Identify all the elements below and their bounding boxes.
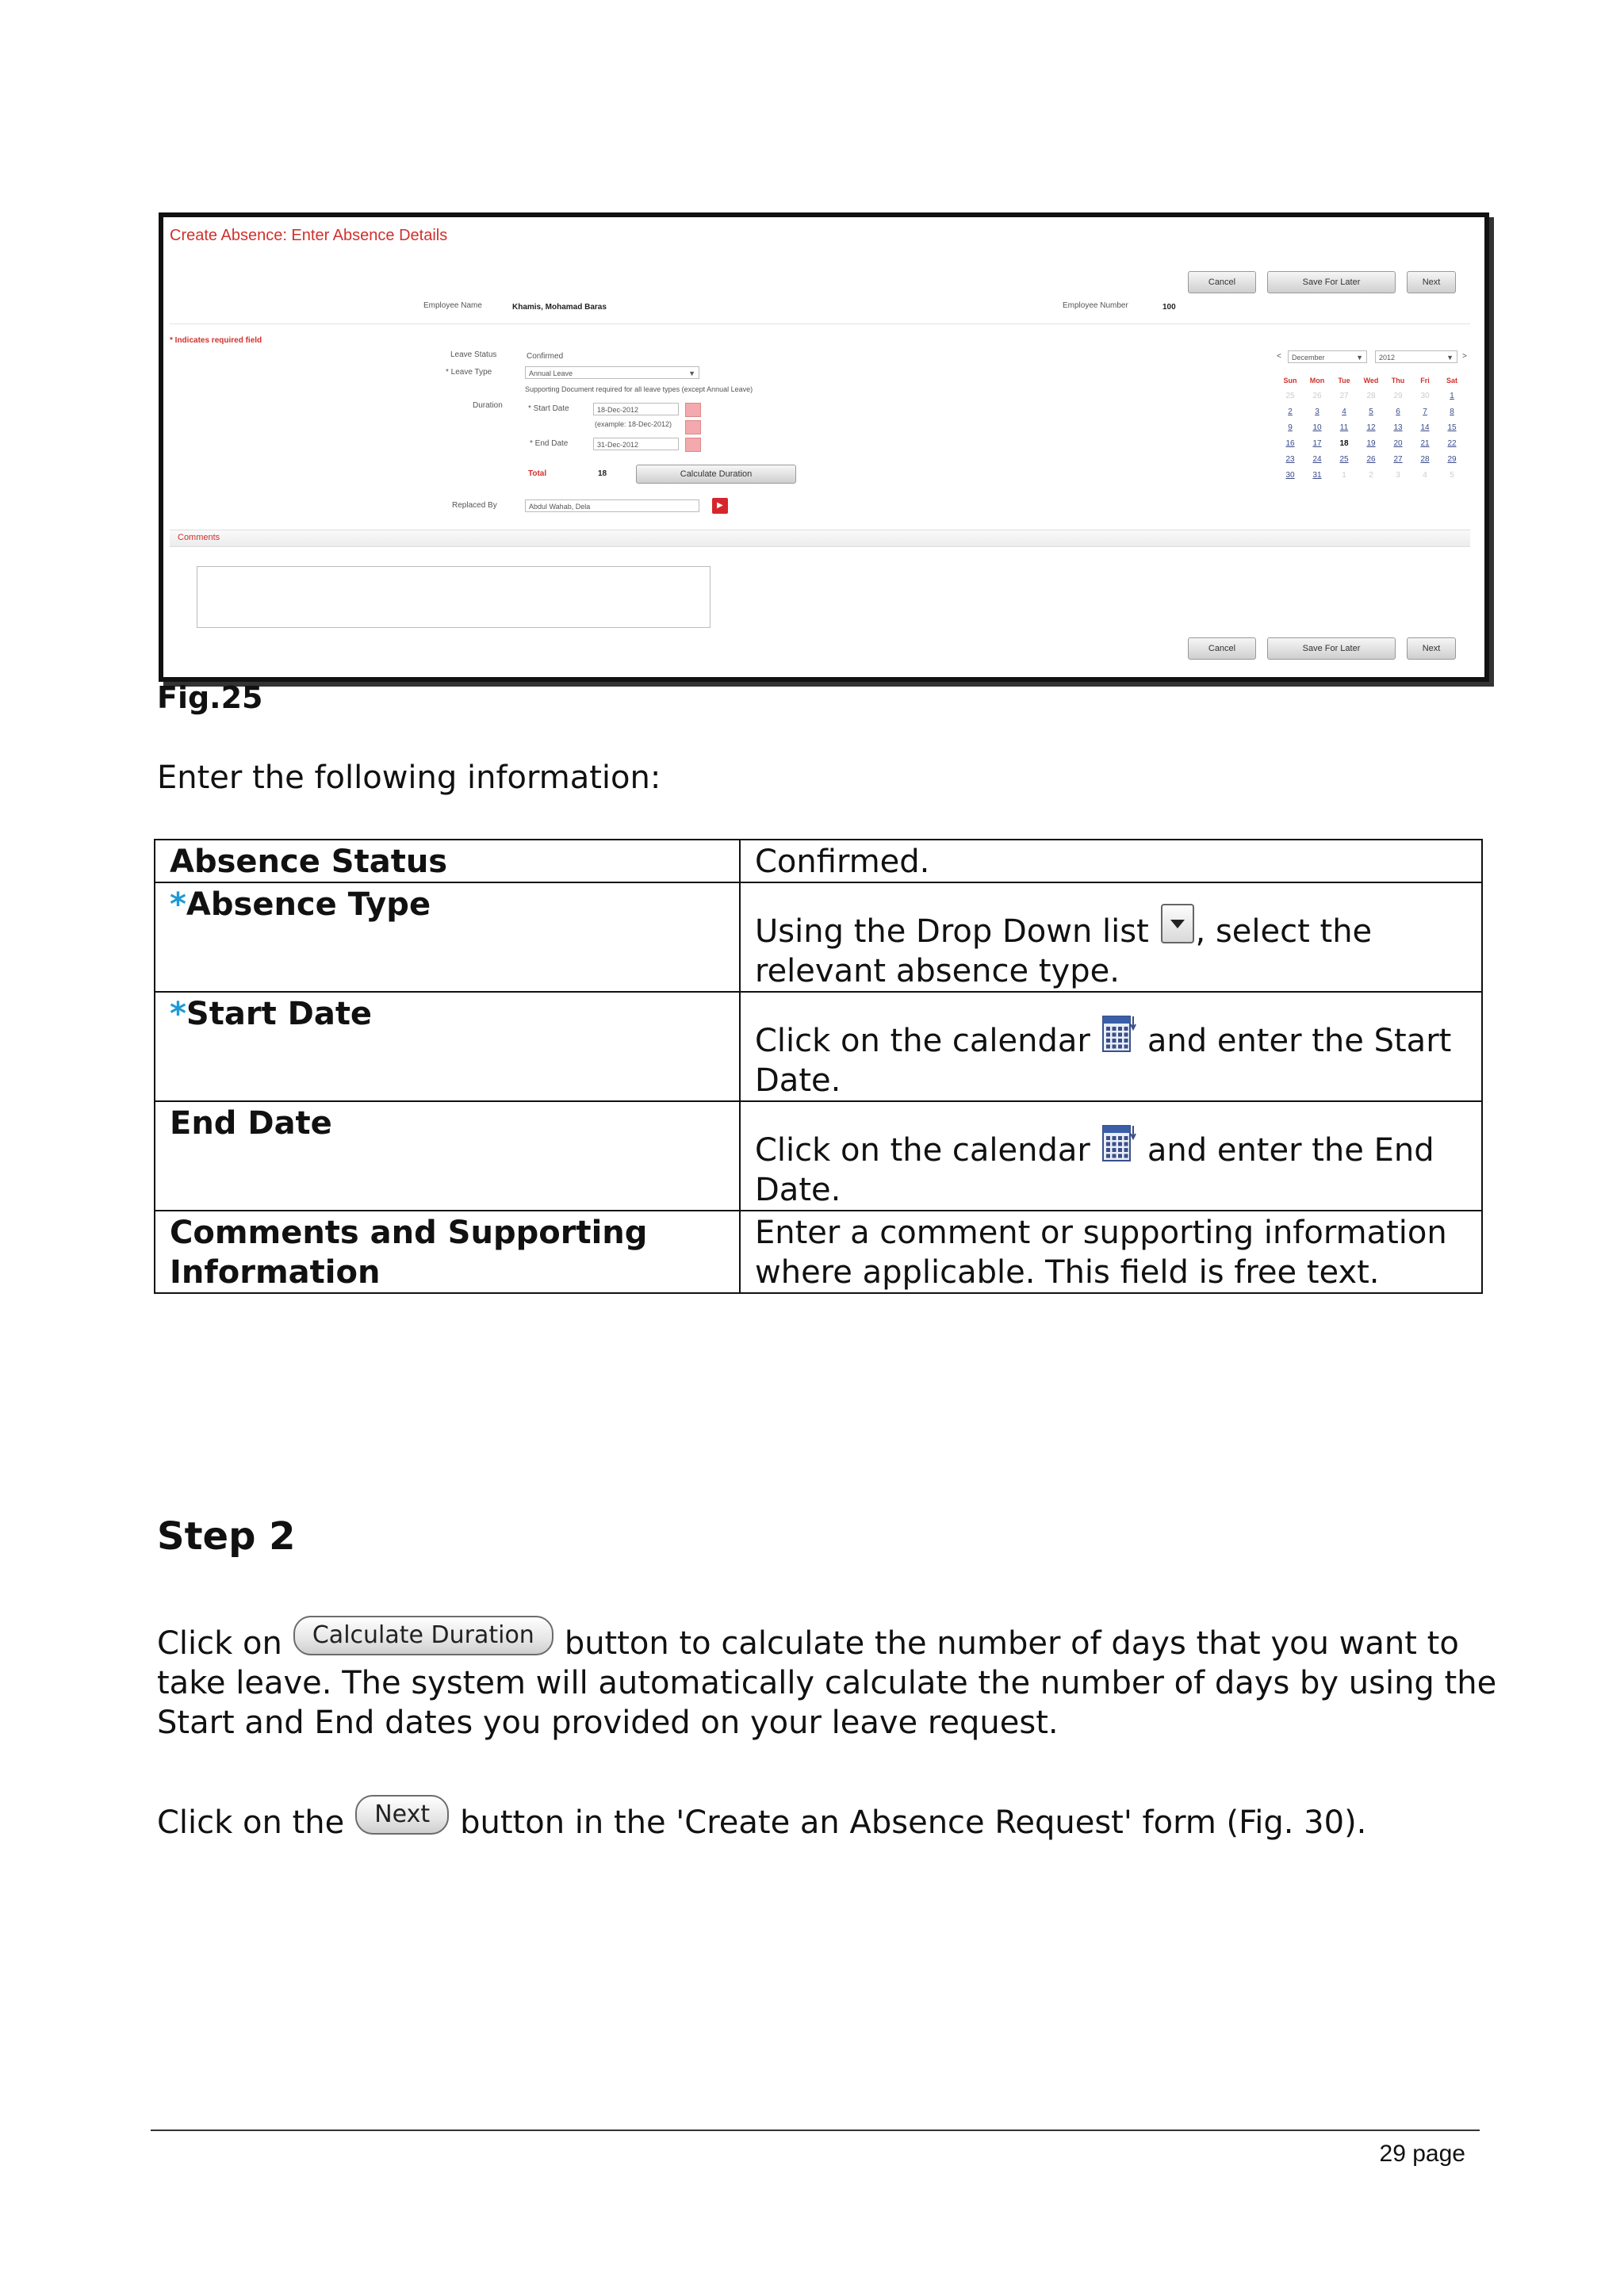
calendar-week bbox=[1277, 436, 1467, 452]
replaced-by-label: Replaced By bbox=[452, 501, 497, 510]
footer-rule bbox=[151, 2130, 1480, 2131]
calendar-day[interactable]: 28 bbox=[1420, 455, 1430, 464]
next-button-bottom[interactable]: Next bbox=[1407, 637, 1456, 660]
info-row bbox=[155, 992, 1482, 1101]
save-for-later-button-bottom[interactable]: Save For Later bbox=[1267, 637, 1396, 660]
calendar-day[interactable]: 5 bbox=[1450, 471, 1454, 480]
start-date-input[interactable]: 18-Dec-2012 bbox=[593, 403, 679, 415]
search-icon[interactable]: ▶ bbox=[712, 498, 728, 514]
info-value-continued: , select the relevant absence type. bbox=[755, 913, 1373, 989]
info-label-cell bbox=[155, 840, 740, 882]
cancel-button-bottom[interactable]: Cancel bbox=[1188, 637, 1256, 660]
paragraph-next bbox=[157, 1795, 1505, 1843]
info-value-cell bbox=[740, 840, 1482, 882]
info-value: Using the Drop Down list bbox=[755, 913, 1149, 950]
para2-after: button in the 'Create an Absence Request' form (Fig. 30). bbox=[460, 1804, 1367, 1841]
calendar-week bbox=[1277, 404, 1467, 420]
chevron-down-icon: ▼ bbox=[688, 369, 695, 377]
supporting-note: Supporting Document required for all leave types (except Annual Leave) bbox=[525, 385, 753, 393]
calendar-day[interactable]: 24 bbox=[1312, 455, 1322, 464]
calendar-year-select[interactable] bbox=[1375, 350, 1457, 363]
info-value: Confirmed. bbox=[755, 844, 930, 880]
calendar-day[interactable]: 6 bbox=[1396, 408, 1400, 416]
intro-text: Enter the following information: bbox=[157, 760, 661, 796]
calendar-day[interactable]: 28 bbox=[1366, 392, 1376, 400]
info-label-cell bbox=[155, 992, 740, 1101]
info-value: Click on the calendar bbox=[755, 1023, 1090, 1059]
spacer bbox=[755, 885, 1477, 904]
info-value-continued: and enter the Start Date. bbox=[755, 1023, 1452, 1099]
calendar-day[interactable]: 16 bbox=[1285, 439, 1295, 448]
cancel-button-top[interactable]: Cancel bbox=[1188, 271, 1256, 293]
calendar-day[interactable]: 17 bbox=[1312, 439, 1322, 448]
calendar-day[interactable]: 15 bbox=[1447, 423, 1457, 432]
calendar-day[interactable]: 3 bbox=[1315, 408, 1320, 416]
calendar-day[interactable]: 13 bbox=[1393, 423, 1403, 432]
calendar-icon bbox=[1101, 1013, 1138, 1054]
calendar-grid bbox=[1277, 373, 1467, 484]
calendar-day[interactable]: 12 bbox=[1366, 423, 1376, 432]
calendar-prev[interactable]: < bbox=[1277, 352, 1281, 361]
calendar-week bbox=[1277, 452, 1467, 468]
calendar-weekday: Sat bbox=[1446, 377, 1457, 385]
calendar-day[interactable]: 2 bbox=[1369, 471, 1373, 480]
calendar-weekday: Sun bbox=[1283, 377, 1297, 385]
leave-type-select[interactable] bbox=[525, 366, 699, 379]
calendar-day[interactable]: 4 bbox=[1342, 408, 1346, 416]
calendar-day[interactable]: 10 bbox=[1312, 423, 1322, 432]
para1-after: button to calculate the number of days that you want to take leave. The system will automatically calculate the number of days by using the Start and End dates you provided on your leave request. bbox=[157, 1625, 1497, 1741]
calendar-icon bbox=[1101, 1123, 1138, 1164]
calculate-duration-button-image: Calculate Duration bbox=[293, 1616, 553, 1655]
leave-status-value: Confirmed bbox=[527, 352, 564, 361]
calendar-weekday: Fri bbox=[1420, 377, 1430, 385]
calendar-weekday: Wed bbox=[1363, 377, 1379, 385]
chevron-down-icon: ▼ bbox=[1356, 354, 1363, 362]
info-label: Absence Type bbox=[186, 886, 431, 923]
info-value-cell bbox=[740, 1101, 1482, 1211]
info-value: Click on the calendar bbox=[755, 1132, 1090, 1169]
calendar-day[interactable]: 4 bbox=[1423, 471, 1427, 480]
duration-label: Duration bbox=[473, 401, 503, 410]
calendar-day[interactable]: 7 bbox=[1423, 408, 1427, 416]
calendar-day[interactable]: 1 bbox=[1450, 392, 1454, 400]
comments-textarea[interactable] bbox=[197, 566, 710, 628]
calendar-day[interactable]: 27 bbox=[1339, 392, 1349, 400]
calendar-day[interactable]: 30 bbox=[1285, 471, 1295, 480]
calendar-month-select[interactable] bbox=[1288, 350, 1367, 363]
info-value-cell bbox=[740, 882, 1482, 992]
calendar-day[interactable]: 14 bbox=[1420, 423, 1430, 432]
calendar-weekday: Tue bbox=[1338, 377, 1350, 385]
replaced-by-input[interactable]: Abdul Wahab, Dela bbox=[525, 499, 699, 512]
calendar-day[interactable]: 29 bbox=[1393, 392, 1403, 400]
calendar-year: 2012 bbox=[1379, 354, 1396, 362]
employee-number: 100 bbox=[1162, 303, 1176, 312]
end-date-input[interactable]: 31-Dec-2012 bbox=[593, 438, 679, 450]
info-label-cell bbox=[155, 1101, 740, 1211]
info-value-cell bbox=[740, 1211, 1482, 1293]
chevron-down-icon: ▼ bbox=[1446, 354, 1454, 362]
info-row bbox=[155, 1211, 1482, 1293]
calendar-next[interactable]: > bbox=[1462, 352, 1467, 361]
info-value-cell bbox=[740, 992, 1482, 1101]
date-example: (example: 18-Dec-2012) bbox=[595, 420, 672, 428]
calendar-day[interactable]: 5 bbox=[1369, 408, 1373, 416]
leave-type-value: Annual Leave bbox=[529, 369, 573, 377]
calendar-day[interactable]: 18 bbox=[1339, 439, 1349, 448]
calendar-day[interactable]: 22 bbox=[1447, 439, 1457, 448]
info-label-cell bbox=[155, 882, 740, 992]
calendar-day[interactable]: 8 bbox=[1450, 408, 1454, 416]
form-title: Create Absence: Enter Absence Details bbox=[170, 227, 448, 244]
info-label: Comments and Supporting Information bbox=[170, 1215, 648, 1291]
calendar-day[interactable]: 20 bbox=[1393, 439, 1403, 448]
calendar-icon[interactable] bbox=[685, 438, 701, 452]
calendar-day[interactable]: 9 bbox=[1288, 423, 1293, 432]
calendar-day[interactable]: 23 bbox=[1285, 455, 1295, 464]
calendar-icon[interactable] bbox=[685, 420, 701, 434]
comments-section-header bbox=[170, 530, 1470, 547]
calendar-month: December bbox=[1292, 354, 1325, 362]
calendar-day[interactable]: 11 bbox=[1339, 423, 1349, 432]
leave-status-label: Leave Status bbox=[450, 350, 497, 359]
calendar-day[interactable]: 3 bbox=[1396, 471, 1400, 480]
calendar-week bbox=[1277, 468, 1467, 484]
calendar-day[interactable]: 31 bbox=[1312, 471, 1322, 480]
calendar-week bbox=[1277, 388, 1467, 404]
info-label: Start Date bbox=[186, 996, 373, 1032]
calendar-day[interactable]: 27 bbox=[1393, 455, 1403, 464]
calendar-weekday-row bbox=[1277, 373, 1467, 388]
calendar-day[interactable]: 25 bbox=[1339, 455, 1349, 464]
required-asterisk: * bbox=[170, 886, 186, 923]
calendar-weekday: Thu bbox=[1391, 377, 1405, 385]
calculate-duration-button[interactable]: Calculate Duration bbox=[636, 465, 796, 484]
calendar-week bbox=[1277, 420, 1467, 436]
calendar-day[interactable]: 1 bbox=[1342, 471, 1346, 480]
para2-before: Click on the bbox=[157, 1804, 345, 1841]
required-asterisk: * bbox=[170, 996, 186, 1032]
info-row bbox=[155, 1101, 1482, 1211]
info-table bbox=[154, 839, 1483, 1294]
comments-label: Comments bbox=[178, 533, 220, 542]
employee-name-label: Employee Name bbox=[423, 301, 482, 310]
calendar-weekday: Mon bbox=[1309, 377, 1325, 385]
spacer bbox=[755, 994, 1477, 1013]
next-button-image: Next bbox=[355, 1795, 449, 1835]
employee-name: Khamis, Mohamad Baras bbox=[512, 303, 607, 312]
calendar-day[interactable]: 25 bbox=[1285, 392, 1295, 400]
step-title: Step 2 bbox=[157, 1514, 296, 1559]
next-button-top[interactable]: Next bbox=[1407, 271, 1456, 293]
separator bbox=[170, 323, 1470, 324]
info-label: Absence Status bbox=[170, 844, 448, 880]
required-note: * Indicates required field bbox=[170, 336, 262, 345]
calendar-day[interactable]: 29 bbox=[1447, 455, 1457, 464]
calendar-day[interactable]: 2 bbox=[1288, 408, 1293, 416]
employee-number-label: Employee Number bbox=[1063, 301, 1128, 310]
para1-before: Click on bbox=[157, 1625, 282, 1662]
calendar-day[interactable]: 30 bbox=[1420, 392, 1430, 400]
calendar-icon[interactable] bbox=[685, 403, 701, 417]
info-row bbox=[155, 882, 1482, 992]
info-value-continued: and enter the End Date. bbox=[755, 1132, 1434, 1208]
start-date-label: * Start Date bbox=[528, 404, 569, 413]
total-value: 18 bbox=[598, 469, 607, 478]
calendar-day[interactable]: 21 bbox=[1420, 439, 1430, 448]
figure-caption: Fig.25 bbox=[157, 680, 263, 715]
dropdown-icon bbox=[1161, 904, 1194, 943]
leave-type-label: * Leave Type bbox=[446, 368, 492, 377]
save-for-later-button-top[interactable]: Save For Later bbox=[1267, 271, 1396, 293]
absence-form-screenshot bbox=[159, 212, 1489, 682]
info-row bbox=[155, 840, 1482, 882]
end-date-label: * End Date bbox=[530, 439, 569, 448]
paragraph-calculate bbox=[157, 1616, 1505, 1743]
info-label-cell bbox=[155, 1211, 740, 1293]
info-value: Enter a comment or supporting information where applicable. This field is free text. bbox=[755, 1215, 1447, 1291]
calendar-day[interactable]: 26 bbox=[1312, 392, 1322, 400]
total-label: Total bbox=[528, 469, 547, 478]
info-label: End Date bbox=[170, 1105, 332, 1142]
calendar-day[interactable]: 19 bbox=[1366, 439, 1376, 448]
spacer bbox=[755, 1104, 1477, 1123]
calendar-day[interactable]: 26 bbox=[1366, 455, 1376, 464]
page-number: 29 page bbox=[1379, 2141, 1465, 2167]
